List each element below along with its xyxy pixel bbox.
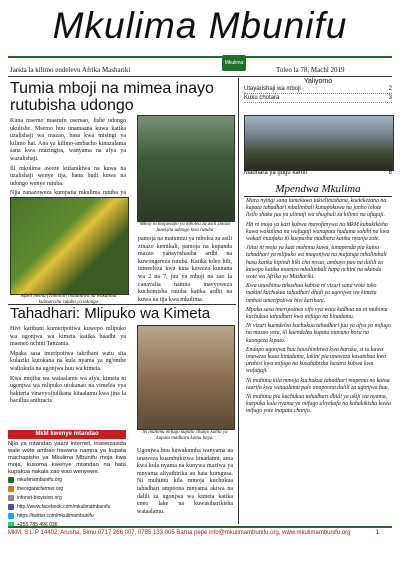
editorial-para: Jiitai ni moja ya kazi muhimu kuwa, tunapenda pia kutoa tahadhari ya mlipuko wa magonjwa na majanga mbalimbali hasa katika kipindi hiki cha mvua, ambayo pao na dalili za kuwepo katika maeneo mbalimbali hapa nchini na ukanda wote wa Afrika ya Mashariki. — [246, 245, 387, 281]
toc-row[interactable] — [244, 85, 392, 94]
compost-photo-caption: Mboji ni mojawapo ya mbolea za asili zinazo huwisha udongo kwa rutuba — [139, 222, 231, 233]
article2-headline: Tahadhari: Mlipuko wa Kimeta — [10, 305, 211, 322]
blog-icon — [8, 486, 14, 492]
article1-para3: Njia zanazoweza kumpatia mkulima rutuba ya — [10, 190, 126, 197]
article1-column1 — [10, 118, 126, 208]
editorial-para: Mara nyingi sana tumekuwa tukielimishana, kuelekezana na kupata tahadhari mbalimbali kunapokuwa na janho lolote lisilo shaka juu ya ulimaji wa shughuli za kilimo na ufugaji. — [246, 198, 387, 219]
weed-caption-page: 8 — [388, 170, 392, 176]
editorial-para: Kwa unashimu nikushua kabisa ni vizuri sana wote tuko makini kuchukua tahadhari dhidi ya ugonjwa wa kimeta ambao umeripotiwa hivi karibuni. — [246, 283, 377, 304]
tagline: Jarida la kilimo endelevu Afrika Mashariki — [10, 66, 131, 74]
online-promo-box — [8, 430, 126, 530]
tithonia-photo-caption: Afzeli mwitu (Tithonia) inatumiwa na wakulima kuimarisha rutuba ya udongo — [20, 294, 117, 305]
editorial-para: Ni muhimu kila mmoja kuchukua tahadhari mapema na kutoa taarifa kwa wataalamu pale anapoona dalili za ugonjwa huu. — [246, 377, 390, 391]
web-icon — [8, 477, 14, 483]
article2-column1 — [10, 326, 126, 408]
cattle-photo-caption: Ni muhimu mifugo kupata chanjo kabla ya kupata madhara kama haya. — [142, 430, 228, 441]
article1-column2: pamoja na matumizi ya mbolea za asili zinazo kemikali, pamoja na kupanda mazao yanayoshauba ardhi na kuwongereza rutuba. Katika toleo hili, tumeeleza kwa kina kuweza kuutana wa 2 na 7, juu ya mboji na zao la canavalia namna inavyoweza kuchomisha rutuba katika ardhi na kuwa na tija kwa mkulima. — [138, 236, 232, 303]
twitter-icon — [8, 513, 14, 519]
toc-row[interactable] — [244, 94, 392, 103]
promo-link-text: theorganicfarmer.org — [17, 486, 64, 492]
weed-photo — [244, 115, 394, 171]
article2-column2: Ugonjwa huu huwakumba wanyama na unaweza kuambukizwa binadamu, ama kwa kula nyama na kunywa maziwa ya mnyama aliyathirika au hata kumgusa. Ni muhimu kila mmoja kuchukua tahadhari ampoona mnyama akiwa na dalili za ugonjwa wa kimeta katika eneo lake na kuwasiharikisha wataalamu. — [137, 448, 233, 515]
masthead-rule — [8, 56, 392, 58]
promo-links — [8, 476, 126, 530]
table-of-contents — [244, 78, 392, 103]
masthead-title: Mkulima Mbunifu — [52, 5, 348, 46]
promo-link[interactable] — [8, 476, 126, 485]
logo: Mkulima Mbunifu — [222, 55, 246, 71]
weed-photo-caption — [244, 170, 392, 176]
promo-link-text: +255 785 496 036 — [17, 522, 58, 528]
facebook-icon — [8, 504, 14, 510]
footer-contact: MkM, S.L.P 14402, Arusha, Simu 0717 266 007, 0785 133 005 Barua pepe info@mkulimambunifu.org, www.mkulimambunifu.org — [8, 530, 351, 536]
editorial-para: Mpaka sasa imeripotiwa vifo vya watu kadhaa na ni muhimu kuchukua tahadhari kwa mifugo na binadamu. — [246, 306, 388, 321]
mail-icon — [8, 495, 14, 501]
issue-info: Toleo la 78, Machi 2019 — [276, 66, 345, 74]
toc-row-page: 2 — [388, 86, 392, 92]
promo-text: Njia ya mtandao yaani internet, inawezasida wale wote ambao hawana namna ya kupata machapisho ya Mkulima Mbunifu moja kwa moja, kusoma kwenye mtandao na hata kupakua nakala zao wao wenyewe. — [8, 441, 126, 475]
toc-row-label: Utayarishaji wa mboji — [244, 86, 301, 92]
promo-link[interactable] — [8, 503, 126, 512]
promo-link[interactable] — [8, 494, 126, 503]
article1-para1: Kuna msemo maarufu usemao, Jishe udongo ukulishe. Msemo huu unamaana kuwa katika uzalishaji wa mazao, basa kwa misingi ya kilimo hai. Ana ya kilimo-ambacho kinazalama sana kwa mazingira, wanyama na afya ya wazalishaji. — [10, 118, 126, 162]
toc-title: Yaliyomo — [303, 78, 333, 85]
promo-link-text: mkulimambunifu.org — [17, 477, 63, 483]
cattle-photo — [137, 325, 235, 430]
tithonia-photo — [10, 197, 129, 295]
promo-link-text: http://www.facebook.com/mkulimambunifu — [17, 504, 111, 510]
toc-row-label: Kuku chotara — [244, 95, 280, 101]
promo-link-text: https://twitter.com/mkulimambunifu — [17, 513, 94, 519]
article2-para3: Kwa mujibu wa wataalamu wa afya, kimeta ni ugonjwa wa mlipuko utokanao na vimelea vya bakteria vinavyoljulikana kitaalamu kwa jina la bacillus anthracis. — [10, 375, 126, 405]
article2-para1: Hivi karibuni kumeripotiwa kuwepo mlipuko wa ugonjwa wa kimeta katika baadhi ya maeneo nchini Tanzania. — [10, 326, 126, 348]
editorial-para: Endapo ugonjwa huu haushimbiwa kwa haraka, si tu kuwa unaweza kuua binadamu, lakini pia unaweza kusambaa kwa urahisi kwa mifugo na kusababisha hasara kubwa kwa wafugaji. — [246, 346, 387, 375]
footer-rule — [8, 526, 392, 528]
promo-link[interactable] — [8, 485, 126, 494]
weed-caption-text: Madhara ya gugu karoti — [244, 170, 308, 176]
header-rule — [8, 76, 392, 77]
editorial-heading: Mpendwa Mkulima — [244, 182, 392, 197]
article1-para2: Ili mkulima aweze kufanikiwa na kuwa na uzalishaji wenye tija, hana budi kuwa na udongo wenye rutuba. — [10, 165, 126, 187]
article1-headline: Tumia mboji na mimea inayo rutubisha udongo — [10, 80, 214, 114]
page-number: 1 — [376, 530, 380, 536]
column-divider — [238, 78, 239, 524]
editorial-para: Ni vizuri kuendelea kuchukua tahadhari juu ya afya ya mifugo na mazao yetu, ili kuendelea kupata mavuno bora na kuongeza kipato. — [246, 323, 391, 344]
promo-title: MkM kwenye mtandao — [8, 430, 126, 439]
promo-link[interactable] — [8, 512, 126, 521]
article2-para2: Mpaka sasa imeripotiwa takribani watu sita kulaziki kutokana na kula nyama ya ng'ombe waliokufa na ugonjwa huu wa kimeta. — [10, 350, 126, 372]
compost-photo — [137, 115, 235, 222]
editorial-para: Hii ni moja ya kazi kubwa inayofanywa na MkM kuhakikisha kuwa wakulima na wafugaji wanapata huduma sahihi na kwa wakati muafaka ili kuepusha madhara katika nyanja zote. — [246, 221, 390, 243]
toc-row-page: 3 — [388, 95, 392, 101]
promo-link-text: infonet-biovision.org — [17, 495, 62, 501]
editorial-para: Ni muhimu pia kuchukua tahadhari dhidi ya ukiji wa nyama, kuepuka kula nyama ya mifugo aliyekufa na kuhakikisha kuwa mifugo yote inapata chanjo. — [246, 394, 391, 415]
editorial-text — [246, 198, 392, 418]
